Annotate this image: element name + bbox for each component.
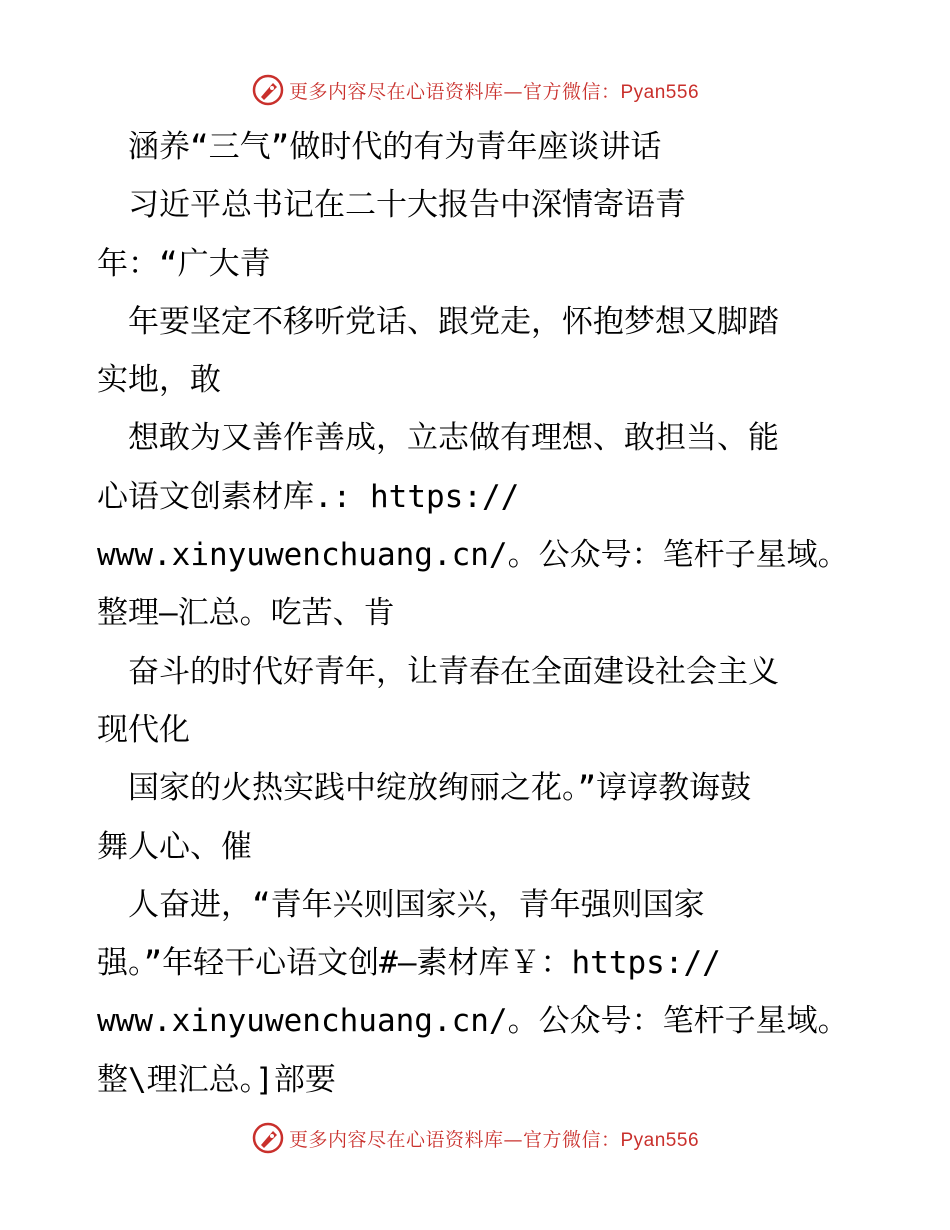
document-body <box>97 118 867 1109</box>
text-line: www.xinyuwenchuang.cn/。公众号：笔杆子星域。 <box>97 537 849 574</box>
text-line: 习近平总书记在二十大报告中深情寄语青 <box>97 187 686 224</box>
text-line: 强。”年轻干心语文创#—素材库￥：https:// <box>97 945 721 982</box>
text-line: 舞人心、催 <box>97 828 252 865</box>
footer-watermark-banner <box>0 1120 950 1156</box>
text-line: 心语文创素材库.: https:// <box>97 478 520 515</box>
text-line: 国家的火热实践中绽放绚丽之花。”谆谆教诲鼓 <box>97 770 752 807</box>
text-line: 奋斗的时代好青年，让青春在全面建设社会主义 <box>97 653 779 690</box>
pen-nib-logo-icon <box>251 1121 285 1155</box>
wechat-id: Pyan556 <box>620 1129 700 1151</box>
text-line: 想敢为又善作善成，立志做有理想、敢担当、能 <box>97 420 779 457</box>
pen-nib-logo-icon <box>251 73 285 107</box>
text-line: www.xinyuwenchuang.cn/。公众号：笔杆子星域。 <box>97 1003 849 1040</box>
watermark-text: 更多内容尽在心语资料库—官方微信： <box>288 1128 621 1151</box>
text-line: 整\理汇总。]部要 <box>97 1061 336 1098</box>
text-line: 实地，敢 <box>97 362 221 399</box>
text-line: 年：“广大青 <box>97 245 271 282</box>
text-line: 人奋进，“青年兴则国家兴，青年强则国家 <box>97 886 705 923</box>
wechat-id: Pyan556 <box>620 81 700 103</box>
text-line: 整理—汇总。吃苦、肯 <box>97 595 395 632</box>
text-line: 现代化 <box>97 711 190 748</box>
header-watermark-banner <box>0 72 950 108</box>
text-line: 涵养“三气”做时代的有为青年座谈讲话 <box>97 129 662 165</box>
watermark-text: 更多内容尽在心语资料库—官方微信： <box>288 80 621 103</box>
text-line: 年要坚定不移听党话、跟党走，怀抱梦想又脚踏 <box>97 303 779 340</box>
